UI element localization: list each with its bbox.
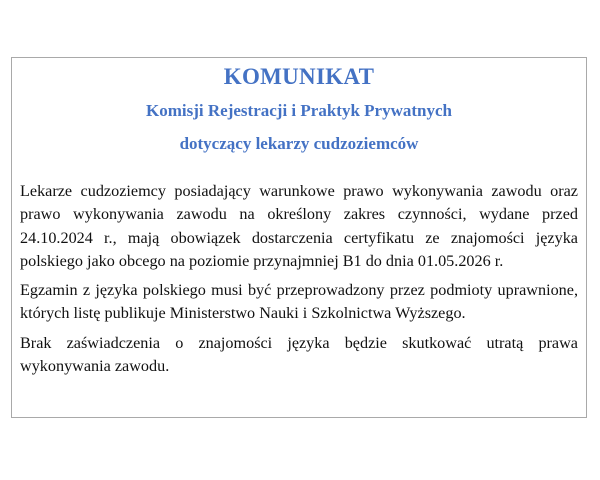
notice-box (11, 57, 587, 418)
notice-paragraph-requirement: Lekarze cudzoziemcy posiadający warunkowe prawo wykonywania zawodu oraz prawo wykonywania zawodu na określony zakres czynności, wydane przed 24.10.2024 r., mają obowiązek dostarczenia certyfikatu ze znajomości języka polskiego jako obcego na poziomie przynajmniej B1 do dnia 01.05.2026 r. (20, 182, 578, 270)
notice-paragraph-consequence: Brak zaświadczenia o znajomości języka będzie skutkować utratą prawa wykonywania zawodu. (20, 333, 578, 376)
notice-subtitle-issuer: Komisji Rejestracji i Praktyk Prywatnych (146, 101, 452, 120)
notice-body (20, 180, 578, 378)
notice-title: KOMUNIKAT (223, 64, 375, 89)
notice-paragraph-exam: Egzamin z języka polskiego musi być przeprowadzony przez podmioty uprawnione, których listę publikuje Ministerstwo Nauki i Szkolnictwa Wyższego. (20, 281, 578, 323)
notice-subtitle-topic: dotyczący lekarzy cudzoziemców (179, 134, 419, 153)
